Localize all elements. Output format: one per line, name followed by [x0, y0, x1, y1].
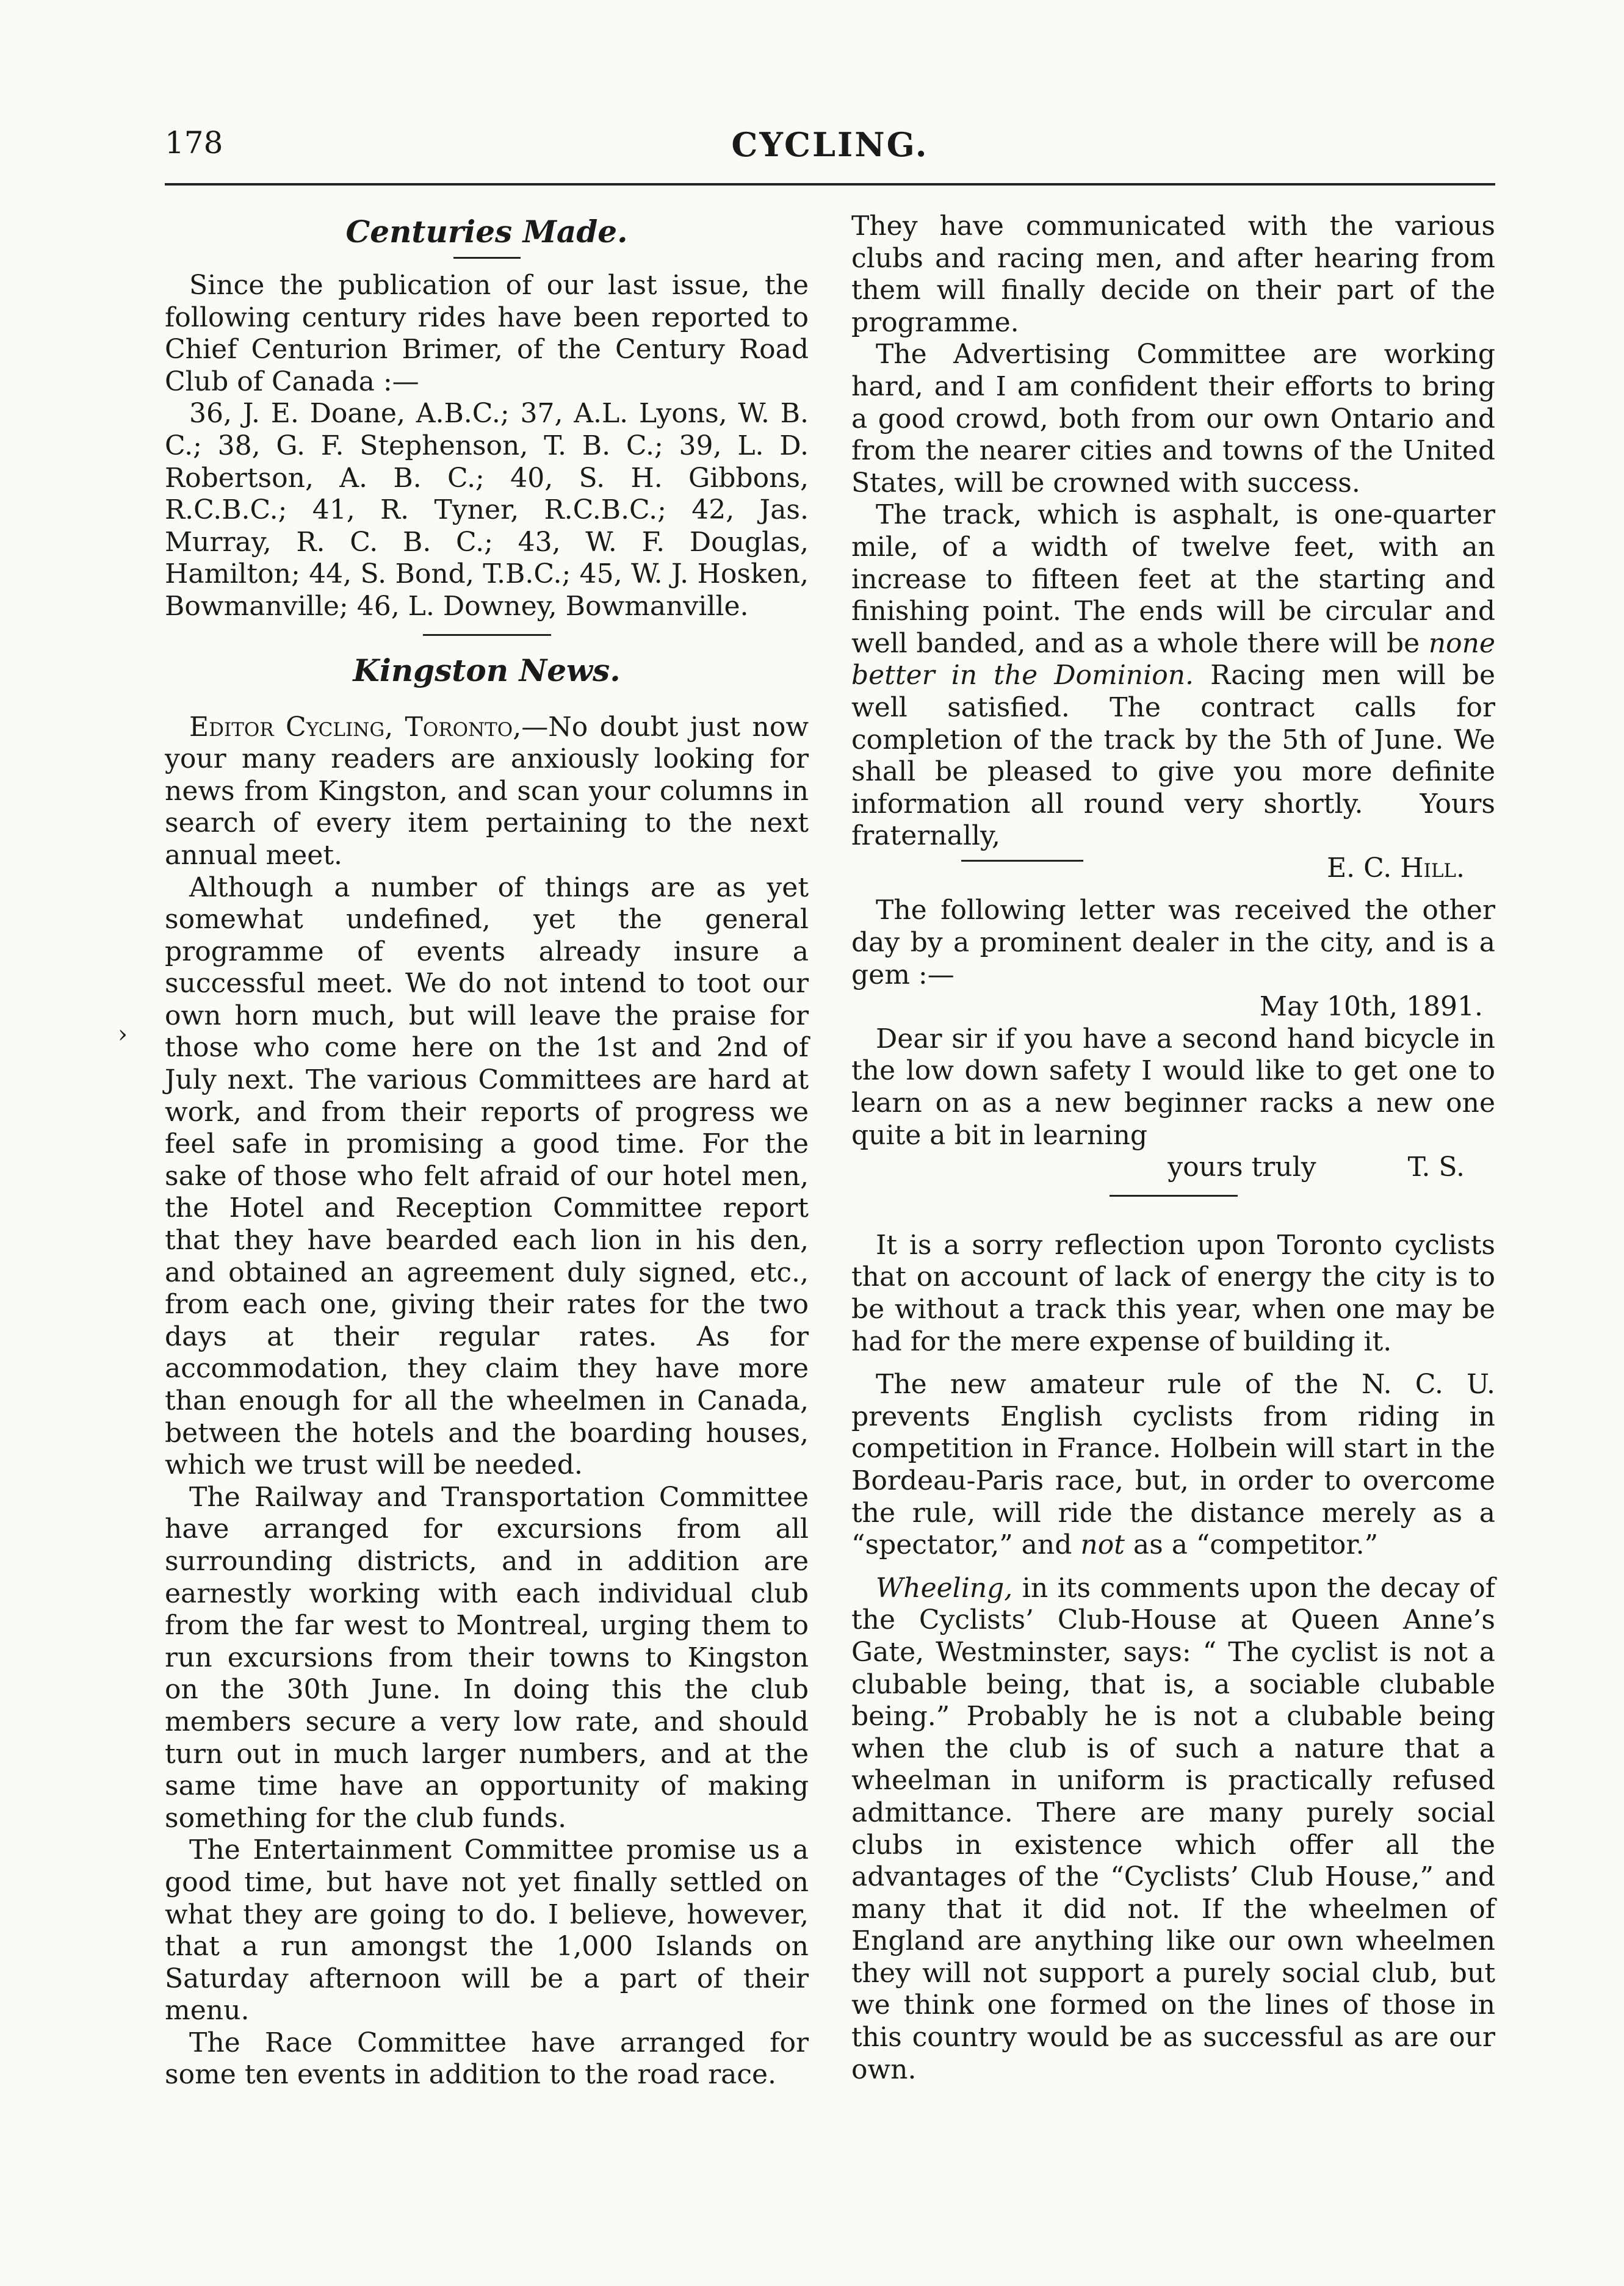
- right-column: [851, 211, 1495, 2086]
- kingston-paragraph-1: Editor Cycling, Toronto,—No doubt just now your many readers are anxiously looking for news from Kingston, and scan your columns in search of every item pertaining to the next annual meet.: [165, 711, 809, 871]
- page-number: 178: [165, 125, 223, 160]
- toronto-paragraph: It is a sorry reflection upon Toronto cyclists that on account of lack of energy the city is to be without a track this year, when one may be had for the mere expense of building it.: [851, 1229, 1495, 1357]
- section-divider: [1110, 1195, 1238, 1197]
- letter-body: Dear sir if you have a second hand bicycle in the low down safety I would like to get one to learn on as a new beginner racks a new one quite a bit in learning: [851, 1023, 1495, 1151]
- letter-closing: Yours fraternally,: [851, 788, 1495, 852]
- letter-signature: T. S.: [1407, 1152, 1465, 1183]
- kingston-paragraph-6: They have communicated with the various clubs and racing men, and after hearing from them will finally decide on their part of the programme.: [851, 211, 1495, 338]
- kingston-paragraph-4: The Entertainment Committee promise us a good time, but have not yet finally settled on what they are going to do. I believe, however, that a run amongst the 1,000 Islands on Saturday afternoon will be a part of their menu.: [165, 1834, 809, 2027]
- signature: E. C. Hill.: [1327, 852, 1465, 884]
- margin-mark: ›: [118, 1020, 128, 1048]
- kingston-heading: Kingston News.: [353, 652, 621, 688]
- centuries-heading: Centuries Made.: [345, 214, 628, 250]
- letter-date: May 10th, 1891.: [1259, 991, 1483, 1023]
- page-header: [165, 125, 1495, 180]
- salutation: Editor Cycling, Toronto,: [189, 711, 522, 743]
- kingston-paragraph-2: Although a number of things are as yet somewhat undefined, yet the general programme of events already insure a successful meet. We do not intend to toot our own horn much, but will leave the praise for those who come here on the 1st and 2nd of July next. The various Committees are hard at work, and from their reports of progress we feel safe in promising a good time. For the sake of those who felt afraid of our hotel men, the Hotel and Reception Committee report that they have bearded each lion in his den, and obtained an agreement duly signed, etc., from each one, giving their rates for the two days at their regular rates. As for accommodation, they claim they have more than enough for all the wheelmen in Canada, between the hotels and the boarding houses, which we trust will be needed.: [165, 871, 809, 1481]
- header-rule: [165, 183, 1495, 186]
- section-divider: [961, 860, 1083, 862]
- letter-closing-text: yours truly: [1167, 1152, 1316, 1183]
- kingston-paragraph-3: The Railway and Transportation Committee have arranged for excursions from all surrounding districts, and in addition are earnestly working with each individual club from the far west to Montreal, urging them to run excursions from their towns to Kingston on the 30th June. In doing this the club members secure a very low rate, and should turn out in much larger numbers, and at the same time have an opportunity of making something for the club funds.: [165, 1481, 809, 1834]
- running-title: CYCLING.: [731, 125, 929, 164]
- centuries-intro: Since the publication of our last issue, the following century rides have been reported to Chief Centurion Brimer, of the Century Road Club of Canada :—: [165, 270, 809, 397]
- wheeling-paragraph: Wheeling, in its comments upon the decay of the Cyclists’ Club-House at Queen Anne’s Gate, Westminster, says: “ The cyclist is not a clubable being, that is, a sociable clubable being.” Probably he is not a clubable being when the club is of such a nature that a wheelman in uniform is practically refused admittance. There are many purely social clubs in existence which offer all the advantages of the “Cyclists’ Club House,” and many that it did not. If the wheelmen of England are anything like our own wheelmen they will not support a purely social club, but we think one formed on the lines of those in this country would be as successful as are our own.: [851, 1572, 1495, 2085]
- letter-signoff: [851, 1152, 1495, 1184]
- letter-intro: The following letter was received the other day by a prominent dealer in the city, and is a gem :—: [851, 895, 1495, 990]
- kingston-paragraph-7: The Advertising Committee are working hard, and I am confident their efforts to bring a good crowd, both from our own Ontario and from the nearer cities and towns of the United States, will be crowned with success.: [851, 339, 1495, 499]
- section-divider: [423, 634, 551, 636]
- kingston-paragraph-5: The Race Committee have arranged for some ten events in addition to the road race.: [165, 2027, 809, 2091]
- centuries-list: 36, J. E. Doane, A.B.C.; 37, A.L. Lyons, W. B. C.; 38, G. F. Stephenson, T. B. C.; 39, L. D. Robertson, A. B. C.; 40, S. H. Gibbons, R.C.B.C.; 41, R. Tyner, R.C.B.C.; 42, Jas. Murray, R. C. B. C.; 43, W. F. Douglas, Hamilton; 44, S. Bond, T.B.C.; 45, W. J. Hosken, Bowmanville; 46, L. Downey, Bowmanville.: [165, 398, 809, 622]
- left-column: [165, 211, 809, 2091]
- kingston-paragraph-8: The track, which is asphalt, is one-quarter mile, of a width of twelve feet, with an increase to fifteen feet at the starting and finishing point. The ends will be circular and well banded, and as a whole there will be none better in the Dominion. Racing men will be well satisfied. The contract calls for completion of the track by the 5th of June. We shall be pleased to give you more definite information all round very shortly. Yours fraternally,: [851, 499, 1496, 852]
- ncu-paragraph: The new amateur rule of the N. C. U. prevents English cyclists from riding in competition in France. Holbein will start in the Bordeau-Paris race, but, in order to overcome the rule, will ride the distance merely as a “spectator,” and not as a “competitor.”: [851, 1369, 1495, 1561]
- heading-rule: [453, 257, 521, 259]
